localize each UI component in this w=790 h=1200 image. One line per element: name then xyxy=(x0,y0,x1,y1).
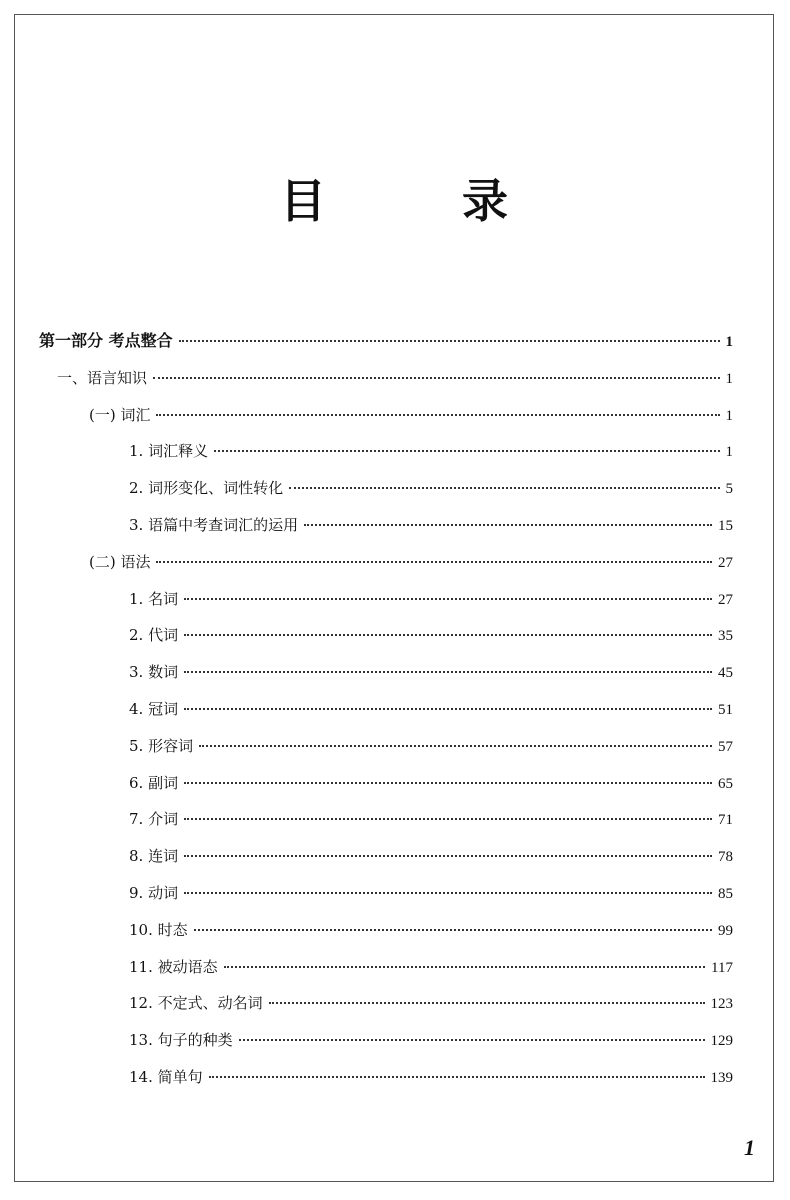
dot-leader xyxy=(184,624,712,636)
toc-entry-label: 1. 词汇释义 xyxy=(129,442,209,461)
toc-entry[interactable] xyxy=(129,478,733,499)
toc-entry-label: (二) 语法 xyxy=(89,552,151,571)
toc-entry-page: 65 xyxy=(718,775,733,792)
toc-entry-page: 15 xyxy=(718,518,733,534)
toc-entry-label: 第一部分 考点整合 xyxy=(39,331,173,350)
dot-leader xyxy=(156,404,719,416)
toc-entry-page: 99 xyxy=(718,922,733,939)
toc-entry[interactable] xyxy=(129,736,733,757)
dot-leader xyxy=(153,367,719,379)
toc-entry-label: 12. 不定式、动名词 xyxy=(129,994,263,1013)
dot-leader xyxy=(209,1066,705,1078)
toc-entry[interactable] xyxy=(129,920,733,941)
toc-entry-label: 14. 简单句 xyxy=(129,1068,203,1086)
dot-leader xyxy=(239,1029,705,1041)
page-title: 目 录 xyxy=(279,174,568,228)
dot-leader xyxy=(214,440,719,452)
dot-leader xyxy=(184,661,712,673)
dot-leader xyxy=(184,808,712,820)
toc-entry[interactable] xyxy=(129,589,733,610)
dot-leader xyxy=(184,698,712,710)
toc-entry[interactable] xyxy=(129,993,733,1014)
toc-entry[interactable] xyxy=(129,662,733,683)
toc-entry-page: 51 xyxy=(718,702,733,718)
toc-entry-page: 85 xyxy=(718,886,733,902)
toc-entry[interactable] xyxy=(129,1067,733,1088)
toc-entry-page: 1 xyxy=(725,407,733,424)
toc-entry-label: 10. 时态 xyxy=(129,920,188,939)
toc-entry[interactable] xyxy=(89,405,733,426)
toc-entry-label: 2. 代词 xyxy=(129,626,179,645)
toc-entry[interactable] xyxy=(129,515,733,536)
toc-entry-page: 27 xyxy=(718,591,733,608)
dot-leader xyxy=(194,919,712,931)
toc-entry-page: 1 xyxy=(725,334,733,350)
dot-leader xyxy=(269,992,705,1004)
toc-entry-label: 一、语言知识 xyxy=(57,368,148,387)
toc-entry-label: 4. 冠词 xyxy=(129,700,179,718)
toc-entry-label: 13. 句子的种类 xyxy=(129,1031,233,1050)
toc-entry[interactable] xyxy=(129,1030,733,1051)
dot-leader xyxy=(156,551,712,563)
toc-entry-page: 117 xyxy=(711,959,733,976)
toc-entry-label: 3. 语篇中考查词汇的运用 xyxy=(129,516,299,534)
toc-entry[interactable] xyxy=(129,625,733,646)
page-number: 1 xyxy=(744,1135,755,1160)
toc-entry-page: 129 xyxy=(710,1033,733,1050)
toc-entry-page: 45 xyxy=(718,665,733,682)
toc-entry-label: 2. 词形变化、词性转化 xyxy=(129,479,284,498)
toc-entry[interactable] xyxy=(129,809,733,830)
toc-entry-page: 78 xyxy=(718,849,733,866)
toc-entry[interactable] xyxy=(39,331,733,352)
toc-entry-page: 57 xyxy=(718,738,733,755)
dot-leader xyxy=(184,588,712,600)
toc-entry-label: (一) 词汇 xyxy=(89,405,151,424)
document-page xyxy=(14,14,774,1182)
toc-entry[interactable] xyxy=(89,552,733,573)
toc-entry[interactable] xyxy=(129,957,733,978)
toc-entry[interactable] xyxy=(129,773,733,794)
dot-leader xyxy=(289,477,719,489)
toc-entry-page: 71 xyxy=(718,812,733,829)
toc-entry[interactable] xyxy=(57,368,733,389)
dot-leader xyxy=(184,882,712,894)
toc-entry-label: 9. 动词 xyxy=(129,884,179,902)
toc-entry-label: 11. 被动语态 xyxy=(129,957,218,976)
toc-entry-label: 1. 名词 xyxy=(129,589,179,608)
toc-entry-page: 5 xyxy=(725,481,733,498)
toc-entry-page: 139 xyxy=(710,1070,733,1086)
dot-leader xyxy=(184,772,712,784)
dot-leader xyxy=(224,956,705,968)
dot-leader xyxy=(304,514,712,526)
dot-leader xyxy=(199,735,712,747)
toc-entry-label: 3. 数词 xyxy=(129,663,179,682)
toc-entry[interactable] xyxy=(129,441,733,462)
toc-entry-label: 5. 形容词 xyxy=(129,736,194,755)
toc-entry-page: 123 xyxy=(710,996,733,1013)
toc-entry-label: 8. 连词 xyxy=(129,847,179,866)
toc-entry[interactable] xyxy=(129,883,733,904)
dot-leader xyxy=(184,845,712,857)
toc-entry-page: 35 xyxy=(718,628,733,645)
toc-entry-page: 27 xyxy=(718,554,733,571)
toc-entry-label: 6. 副词 xyxy=(129,773,179,792)
dot-leader xyxy=(179,330,720,342)
toc-entry[interactable] xyxy=(129,699,733,720)
toc-entry[interactable] xyxy=(129,846,733,867)
toc-entry-label: 7. 介词 xyxy=(129,810,179,829)
toc-entry-page: 1 xyxy=(725,370,733,387)
toc-entry-page: 1 xyxy=(725,444,733,461)
